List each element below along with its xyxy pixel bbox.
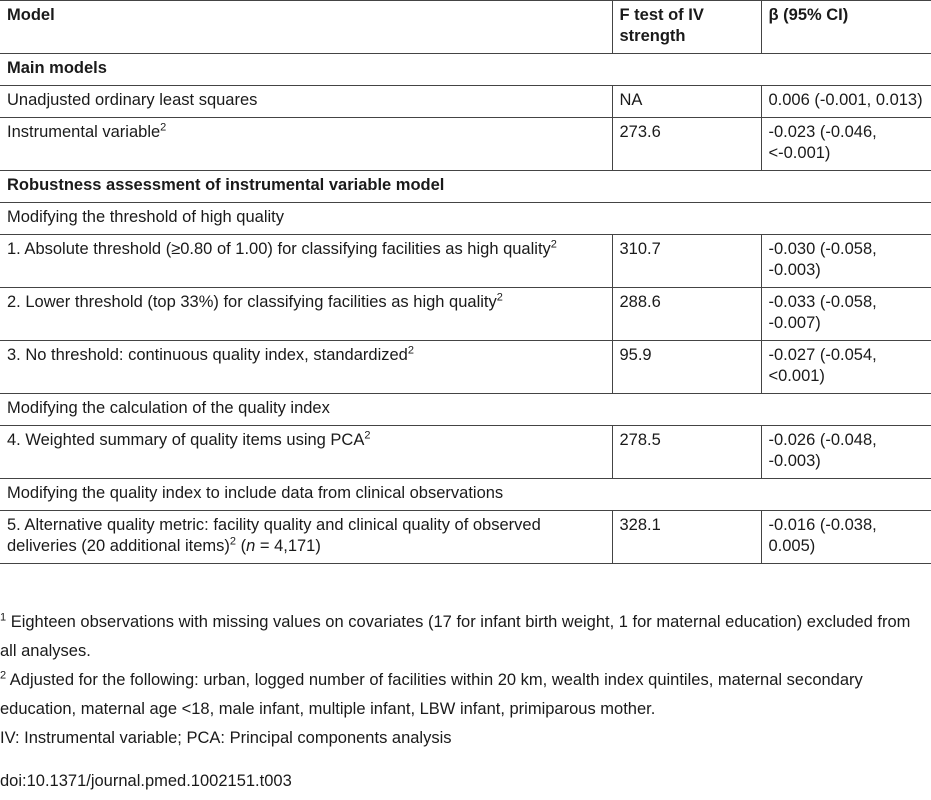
table-row: [0, 235, 931, 288]
beta-cell: -0.033 (-0.058, -0.007): [761, 288, 931, 341]
footnote-2-mark: 2: [0, 669, 7, 682]
footnote-2-text: Adjusted for the following: urban, logged number of facilities within 20 km, wealth index quintiles, maternal secondary education, maternal age <18, male infant, multiple infant, LBW infant, primiparous mother.: [0, 671, 863, 718]
table-row: [0, 86, 931, 118]
model-label-cont: 0.80 of 1.00) for classifying facilities as high quality: [180, 240, 551, 258]
f-test-cell: 273.6: [612, 118, 761, 171]
footnote-1-mark: 1: [0, 611, 7, 624]
header-row: [0, 1, 931, 54]
geq-symbol: ≥: [171, 240, 181, 258]
header-beta: β (95% CI): [761, 1, 931, 54]
f-test-cell: 328.1: [612, 511, 761, 564]
footnote-2: [0, 666, 931, 724]
abbreviations: IV: Instrumental variable; PCA: Principal components analysis: [0, 729, 452, 747]
subgroup-row: [0, 394, 931, 426]
model-label: 4. Weighted summary of quality items using PCA: [7, 431, 365, 449]
model-label: Instrumental variable: [7, 123, 161, 141]
beta-cell: -0.023 (-0.046, <-0.001): [761, 118, 931, 171]
model-label: Unadjusted ordinary least squares: [7, 91, 258, 109]
model-cell: [0, 341, 612, 394]
f-test-cell: 278.5: [612, 426, 761, 479]
section-row: [0, 171, 931, 203]
section-title-robustness: Robustness assessment of instrumental variable model: [0, 171, 931, 203]
footnote-1-text: Eighteen observations with missing values on covariates (17 for infant birth weight, 1 for maternal education) excluded from all analyses.: [0, 613, 911, 660]
footnote-ref: 2: [160, 121, 167, 134]
subgroup-row: [0, 203, 931, 235]
model-label: 2. Lower threshold (top 33%) for classifying facilities as high quality: [7, 293, 497, 311]
table-footnotes: [0, 608, 931, 753]
footnote-ref: 2: [229, 535, 236, 548]
subgroup-label: Modifying the calculation of the quality index: [0, 394, 931, 426]
table-row: [0, 341, 931, 394]
header-f-test: F test of IV strength: [612, 1, 761, 54]
section-title-main: Main models: [0, 54, 931, 86]
model-cell: [0, 288, 612, 341]
beta-cell: -0.026 (-0.048, -0.003): [761, 426, 931, 479]
beta-cell: 0.006 (-0.001, 0.013): [761, 86, 931, 118]
footnote-ref: 2: [364, 429, 371, 442]
table-row: [0, 288, 931, 341]
model-cell: [0, 426, 612, 479]
n-value: = 4,171): [255, 537, 321, 555]
header-model: Model: [0, 1, 612, 54]
model-cell: [0, 118, 612, 171]
model-label: 3. No threshold: continuous quality index, standardized: [7, 346, 408, 364]
model-label: 1. Absolute threshold (: [7, 240, 172, 258]
table-row: [0, 118, 931, 171]
f-test-cell: 310.7: [612, 235, 761, 288]
f-test-cell: 288.6: [612, 288, 761, 341]
f-test-cell: NA: [612, 86, 761, 118]
n-label: n: [246, 537, 256, 555]
subgroup-row: [0, 479, 931, 511]
footnote-ref: 2: [407, 344, 414, 357]
doi-link[interactable]: doi:10.1371/journal.pmed.1002151.t003: [0, 772, 292, 790]
footnote-1: [0, 608, 931, 666]
model-cell: [0, 511, 612, 564]
footnote-ref: 2: [550, 238, 557, 251]
table-row: [0, 426, 931, 479]
beta-cell: -0.030 (-0.058, -0.003): [761, 235, 931, 288]
model-label: 5. Alternative quality metric: facility quality and clinical quality of observed deliveries (20 additional items): [7, 516, 541, 555]
section-row: [0, 54, 931, 86]
model-cell: [0, 235, 612, 288]
subgroup-label: Modifying the quality index to include data from clinical observations: [0, 479, 931, 511]
subgroup-label: Modifying the threshold of high quality: [0, 203, 931, 235]
beta-cell: -0.027 (-0.054, <0.001): [761, 341, 931, 394]
n-open: (: [235, 537, 247, 555]
f-test-cell: 95.9: [612, 341, 761, 394]
model-cell: [0, 86, 612, 118]
table-row: [0, 511, 931, 564]
footnote-ref: 2: [496, 291, 503, 304]
beta-cell: -0.016 (-0.038, 0.005): [761, 511, 931, 564]
